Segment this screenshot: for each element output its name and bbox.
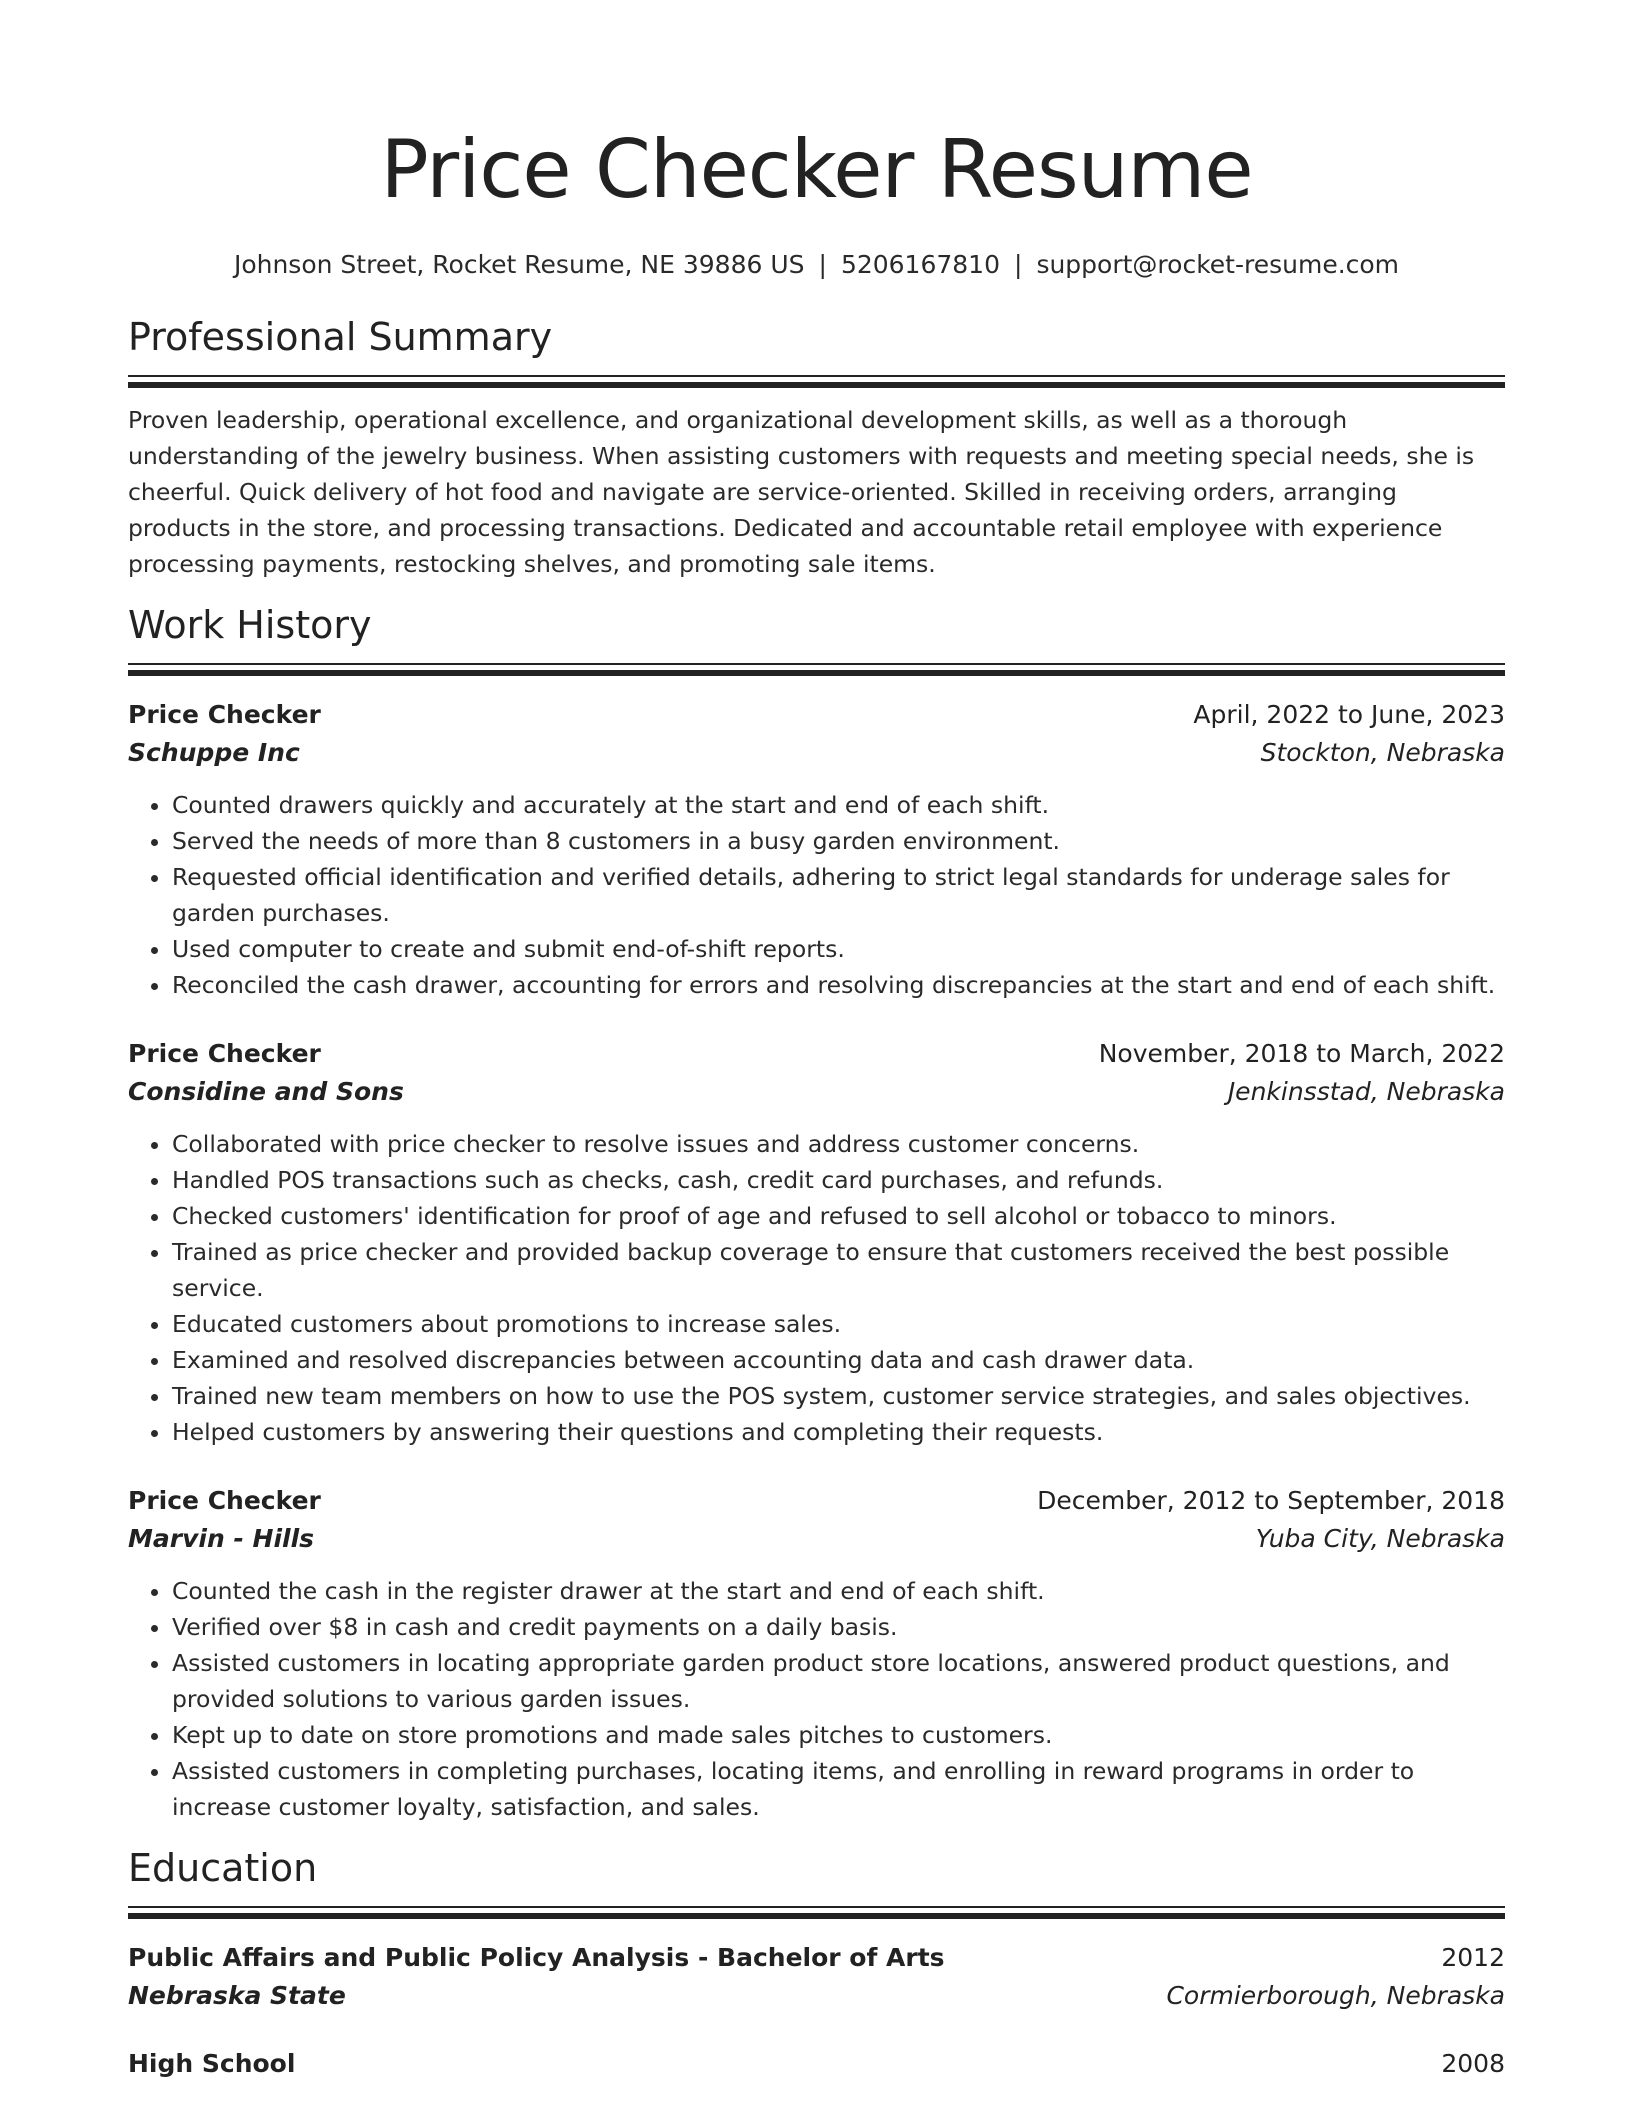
education-degree: High School	[128, 2049, 296, 2078]
job-title: Price Checker	[128, 1486, 321, 1515]
job-company: Considine and Sons	[128, 1077, 404, 1106]
job-dates: December, 2012 to September, 2018	[1037, 1486, 1505, 1515]
contact-line	[128, 248, 1505, 282]
education-entry	[128, 2045, 1505, 2083]
education-degree: Public Affairs and Public Policy Analysis - Bachelor of Arts	[128, 1943, 945, 1972]
education-year: 2012	[1441, 1943, 1505, 1972]
job-company: Schuppe Inc	[128, 738, 300, 767]
section-rule-thin	[128, 663, 1505, 665]
job-bullet: • Verified over $8 in cash and credit payments on a daily basis.	[172, 1609, 1505, 1645]
work-history-section	[128, 600, 1505, 1825]
job-location: Stockton, Nebraska	[1260, 738, 1505, 767]
job-bullet: • Assisted customers in locating appropriate garden product store locations, answered product questions, and provided solutions to various garden issues.	[172, 1645, 1505, 1717]
job-bullet: • Assisted customers in completing purchases, locating items, and enrolling in reward programs in order to increase customer loyalty, satisfaction, and sales.	[172, 1753, 1505, 1825]
resume-title: Price Checker Resume	[380, 123, 1253, 216]
contact-email: support@rocket-resume.com	[1036, 250, 1400, 279]
job-bullet: • Requested official identification and verified details, adhering to strict legal standards for underage sales for garden purchases.	[172, 859, 1505, 931]
job-company: Marvin - Hills	[128, 1524, 315, 1553]
section-title-education: Education	[128, 1846, 318, 1890]
job-bullets	[128, 1573, 1505, 1825]
summary-section	[128, 312, 1505, 582]
job-location: Jenkinsstad, Nebraska	[1227, 1077, 1505, 1106]
job-bullet: • Reconciled the cash drawer, accounting for errors and resolving discrepancies at the start and end of each shift.	[172, 967, 1505, 1003]
job-bullet: • Trained as price checker and provided backup coverage to ensure that customers received the best possible service.	[172, 1234, 1505, 1306]
section-rule-thick	[128, 382, 1505, 388]
education-year: 2008	[1441, 2049, 1505, 2078]
job-bullet: • Handled POS transactions such as checks, cash, credit card purchases, and refunds.	[172, 1162, 1505, 1198]
summary-text: Proven leadership, operational excellence, and organizational development skills, as well as a thorough understanding of the jewelry business. When assisting customers with requests and meeting special needs, she is cheerful. Quick delivery of hot food and navigate are service-oriented. Skilled in receiving orders, arranging products in the store, and processing transactions. Dedicated and accountable retail employee with experience processing payments, restocking shelves, and promoting sale items.	[128, 406, 1475, 578]
education-school: Nebraska State	[128, 1981, 346, 2010]
job-bullet: • Kept up to date on store promotions and made sales pitches to customers.	[172, 1717, 1505, 1753]
job-bullet: • Collaborated with price checker to resolve issues and address customer concerns.	[172, 1126, 1505, 1162]
job-bullet: • Educated customers about promotions to increase sales.	[172, 1306, 1505, 1342]
job-bullet: • Examined and resolved discrepancies between accounting data and cash drawer data.	[172, 1342, 1505, 1378]
job-bullet: • Trained new team members on how to use the POS system, customer service strategies, and sales objectives.	[172, 1378, 1505, 1414]
job-entry	[128, 696, 1505, 1003]
job-title: Price Checker	[128, 1039, 321, 1068]
job-bullets	[128, 1126, 1505, 1450]
job-bullets	[128, 787, 1505, 1003]
job-bullet: • Checked customers' identification for proof of age and refused to sell alcohol or tobacco to minors.	[172, 1198, 1505, 1234]
section-rule-thick	[128, 670, 1505, 676]
section-rule-thick	[128, 1913, 1505, 1919]
section-title-work: Work History	[128, 603, 372, 647]
job-dates: April, 2022 to June, 2023	[1193, 700, 1505, 729]
contact-separator: |	[818, 250, 827, 279]
contact-separator: |	[1014, 250, 1023, 279]
job-location: Yuba City, Nebraska	[1255, 1524, 1505, 1553]
job-bullet: • Counted drawers quickly and accurately at the start and end of each shift.	[172, 787, 1505, 823]
education-entry	[128, 1939, 1505, 2015]
job-entry	[128, 1035, 1505, 1450]
resume-page	[128, 0, 1505, 2083]
job-bullet: • Served the needs of more than 8 customers in a busy garden environment.	[172, 823, 1505, 859]
job-bullet: • Counted the cash in the register drawer at the start and end of each shift.	[172, 1573, 1505, 1609]
education-section	[128, 1843, 1505, 2083]
education-location: Cormierborough, Nebraska	[1166, 1981, 1505, 2010]
section-rule-thin	[128, 1906, 1505, 1908]
job-entry	[128, 1482, 1505, 1825]
contact-phone: 5206167810	[840, 250, 1000, 279]
job-bullet: • Used computer to create and submit end-of-shift reports.	[172, 931, 1505, 967]
section-rule-thin	[128, 375, 1505, 377]
section-title-summary: Professional Summary	[128, 315, 553, 359]
contact-address: Johnson Street, Rocket Resume, NE 39886 US	[233, 250, 805, 279]
job-title: Price Checker	[128, 700, 321, 729]
job-dates: November, 2018 to March, 2022	[1098, 1039, 1505, 1068]
job-bullet: • Helped customers by answering their questions and completing their requests.	[172, 1414, 1505, 1450]
